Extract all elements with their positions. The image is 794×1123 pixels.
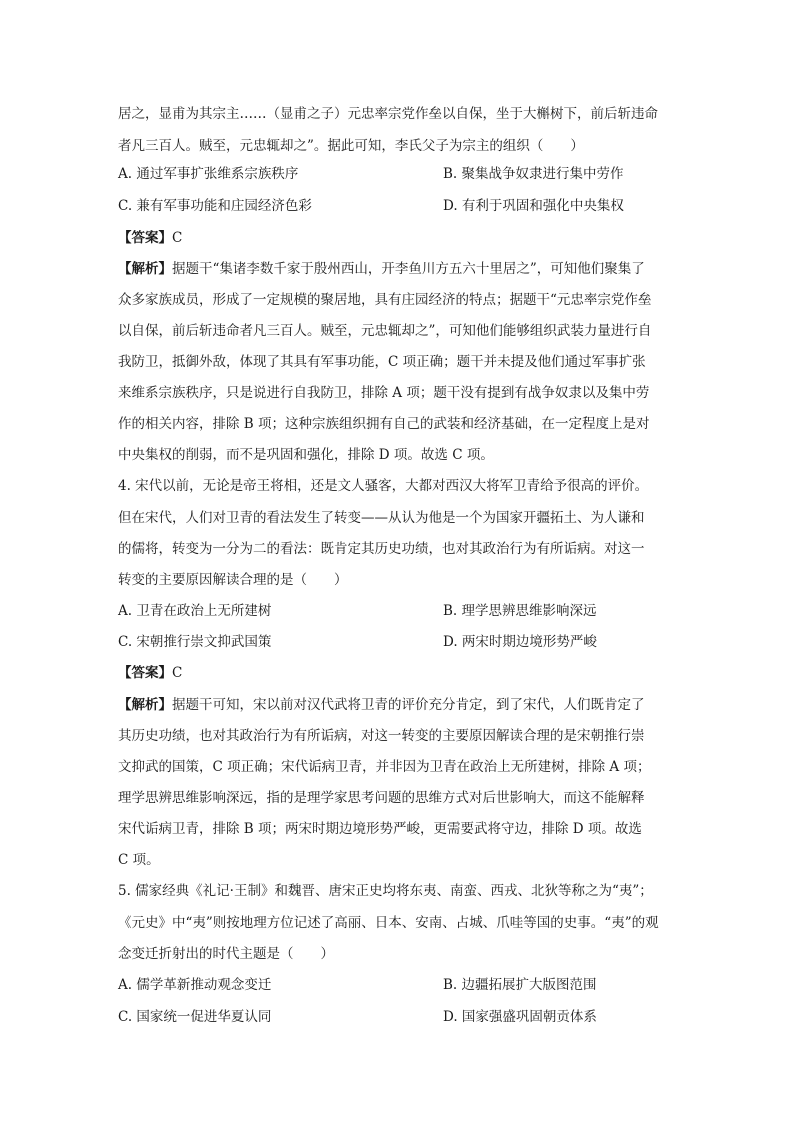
q3-option-b: B. 聚集战争奴隶进行集中劳作 [443, 166, 624, 182]
q3-analysis-line-1 [118, 259, 645, 279]
q4-stem-line-4: 转变的主要原因解读合理的是（ ） [118, 572, 348, 588]
answer-label: 【答案】 [118, 230, 172, 246]
q3-analysis-line-6: 作的相关内容，排除 B 项；这种宗族组织拥有自己的武装和经济基础，在一定程度上是对 [118, 416, 650, 432]
q4-option-b: B. 理学思辨思维影响深远 [443, 603, 597, 619]
q3-analysis-line-7: 中央集权的削弱，而不是巩固和强化，排除 D 项。故选 C 项。 [118, 447, 494, 463]
q3-stem-line-1: 居之，显甫为其宗主……（显甫之子）元忠率宗党作垒以自保，坐于大槲树下，前后斩违命 [118, 106, 658, 122]
answer-label: 【答案】 [118, 665, 172, 681]
q3-stem-line-2: 者凡三百人。贼至，元忠辄却之”。据此可知，李氏父子为宗主的组织（ ） [118, 138, 584, 154]
q4-stem-line-3: 的儒将，转变为一分为二的看法：既肯定其历史功绩，也对其政治行为有所诟病。对这一 [118, 541, 645, 557]
q3-analysis-line-5: 来维系宗族秩序，只是说进行自我防卫，排除 A 项；题干没有提到有战争奴隶以及集中劳 [118, 385, 650, 401]
q3-option-c: C. 兼有军事功能和庄园经济色彩 [118, 198, 312, 214]
q4-analysis-line-3: 文抑武的国策，C 项正确；宋代诟病卫青，并非因为卫青在政治上无所建树，排除 A 项； [118, 759, 651, 775]
answer-value: C [172, 665, 183, 681]
q5-option-d: D. 国家强盛巩固朝贡体系 [443, 1009, 597, 1025]
q5-stem-line-3: 念变迁折射出的时代主题是（ ） [118, 946, 334, 962]
q4-option-c: C. 宋朝推行崇文抑武国策 [118, 634, 272, 650]
q5-option-a: A. 儒学革新推动观念变迁 [118, 977, 272, 993]
q4-stem-line-1: 4. 宋代以前，无论是帝王将相，还是文人骚客，大都对西汉大将军卫青给予很高的评价。 [118, 478, 649, 494]
q4-analysis-line-5: 宋代诟病卫青，排除 B 项；两宋时期边境形势严峻，更需要武将守边，排除 D 项。故选 [118, 821, 642, 837]
analysis-label: 【解析】 [118, 697, 172, 713]
q3-answer [118, 228, 182, 248]
answer-value: C [172, 230, 183, 246]
q3-analysis-line-2: 众多家族成员，形成了一定规模的聚居地，具有庄园经济的特点；据题干“元忠率宗党作垒 [118, 292, 652, 308]
q4-option-d: D. 两宋时期边境形势严峻 [443, 634, 597, 650]
q4-option-a: A. 卫青在政治上无所建树 [118, 603, 272, 619]
q3-analysis-line-3: 以自保，前后斩违命者凡三百人。贼至，元忠辄却之”，可知他们能够组织武装力量进行自 [118, 323, 652, 339]
q3-option-a: A. 通过军事扩张维系宗族秩序 [118, 166, 299, 182]
q4-analysis-line-4: 理学思辨思维影响深远，指的是理学家思考问题的思维方式对后世影响大，而这不能解释 [118, 790, 645, 806]
q4-analysis-line-1 [118, 695, 645, 715]
q3-analysis-line-4: 我防卫，抵御外敌，体现了其具有军事功能，C 项正确；题干并未提及他们通过军事扩张 [118, 354, 646, 370]
q5-stem-line-1: 5. 儒家经典《礼记·王制》和魏晋、唐宋正史均将东夷、南蛮、西戎、北狄等称之为“夷”； [118, 883, 653, 899]
analysis-label: 【解析】 [118, 261, 172, 277]
q4-answer [118, 663, 182, 683]
analysis-text: 据题干“集诸李数千家于殷州西山，开李鱼川方五六十里居之”，可知他们聚集了 [172, 261, 645, 277]
q5-option-b: B. 边疆拓展扩大版图范围 [443, 977, 597, 993]
q5-stem-line-2: 《元史》中“夷”则按地理方位记述了高丽、日本、安南、占城、爪哇等国的史事。“夷”的观 [118, 915, 659, 931]
analysis-text: 据题干可知，宋以前对汉代武将卫青的评价充分肯定，到了宋代，人们既肯定了 [172, 697, 645, 713]
q4-analysis-line-6: C 项。 [118, 852, 160, 868]
q4-stem-line-2: 但在宋代，人们对卫青的看法发生了转变——从认为他是一个为国家开疆拓土、为人谦和 [118, 510, 645, 526]
q5-option-c: C. 国家统一促进华夏认同 [118, 1009, 272, 1025]
q4-analysis-line-2: 其历史功绩，也对其政治行为有所诟病，对这一转变的主要原因解读合理的是宋朝推行崇 [118, 728, 645, 744]
q3-option-d: D. 有利于巩固和强化中央集权 [443, 198, 624, 214]
